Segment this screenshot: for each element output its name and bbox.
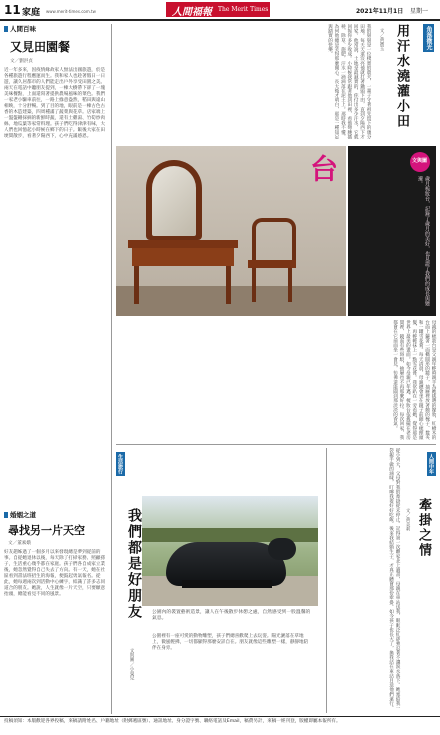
sculpture-head [268, 538, 296, 560]
article-body-qianqua: 從小到大，父母對我的牽掛從未停止。記得第一次離家北上讀書，母親在車站送我，眼眶泛紅卻強忍著不讓淚水落下。她塞給我一袋親手做的滷味，叮嚀我要好好吃飯。後來我結婚生子，才真正體會那份牽掛。如今孩子也長大了，換我站在車站目送他們遠行。 [388, 448, 400, 711]
article-title-friends: 我們都是好朋友 [126, 508, 142, 620]
left-column [4, 24, 108, 714]
submission-notice: 投稿須知：本版歡迎各界投稿，來稿請附姓名、戶籍地址（附郵遞區號）、通訊地址、身分證字號、聯絡電話及Email，稿費另計，來稿一經刊登，版權即屬本報所有。 [4, 719, 341, 724]
center-bottom-article [116, 448, 322, 713]
masthead-cn: 人間福報 [172, 7, 212, 18]
article-body-tiankong: 好友趙姊過了一個多月以來發現總是夢到從前的事。自從她退休以後，每天除了打掃家務、照顧孫子，生活重心幾乎都在家庭。孩子們各自成家立業後，她忽然覺得自己失去了方向。有一天，她在社區看到書法班招生的海報，便鼓起勇氣報名。從此，她每週兩次到活動中心練字，結識了許多志同道合的朋友。她說，人生就像一片天空，只要願意抬頭，總能看見不同的風景。 [4, 550, 106, 597]
right-bottom-article [330, 448, 436, 713]
column-divider-right [326, 448, 327, 713]
page-header [0, 0, 440, 20]
section-tag-hunyin: 婚姻之道 [4, 510, 36, 519]
footer-rule [0, 716, 440, 717]
mirror-glass [152, 166, 196, 236]
column-tag-weiguang: 角落微光 [425, 26, 432, 50]
chair-leg-left [252, 268, 256, 302]
article-body-xiaotian: 我的舅舅是一位樸實的農夫，一輩子守著祖先留下的幾分田地。每天天還沒亮他就扛著鋤頭下田，直到夕陽西下才回家。他常說，土地是最誠實的，你付出多少汗水，它就回報你多少收成。小時候我常跟著他到田裡，看他彎腰插秧、除草、施肥，汗水一滴滴落在泥土上。那時我不懂，為何他總是笑得那麼開心。長大後才明白，那是一種知足與踏實的快樂。 [327, 24, 371, 139]
sculpture-legs [182, 580, 272, 588]
issue-weekday: 星期一 [410, 8, 429, 15]
table-top [128, 240, 238, 248]
masthead [166, 2, 270, 17]
masthead-en: The Merit Times [218, 6, 269, 13]
article-title-qianqua: 牽掛之情 [416, 498, 431, 558]
photo-caption: 公園內的裝置藝術造景，讓人在午後散步休憩之處，自然感受到一股溫馨的氣息。 [152, 610, 311, 621]
chair-seat [248, 260, 296, 268]
article-author-xiaotian: 文／黃寶玉 [379, 28, 384, 51]
article-author-friends: 文與圖／小曼兒 [129, 648, 134, 681]
feature-divider [116, 444, 436, 445]
section-tag-zhongnian: 人間中年 [428, 454, 434, 474]
feature-body: 母親的梳妝台是父親年輕時親手為她挑選的嫁妝，紅檜木的台面上鑲著一面橢圓形的鏡子，抽屜裡放著她的梳子、髮夾和一罐雪花膏。每天清晨，母親總會坐在鏡子前細心梳理頭髮，再輕輕抹上一點雪花膏。我常趴在一旁看她，覺得那是世界上最美的畫面。如今母親已年邁，梳妝台依舊擺在老房間裡，鏡面有些斑駁，抽屜也不再那麼好拉。每次回家，我都會在它前面坐一會兒，彷彿還能聞到那淡淡的香氣。 [392, 320, 436, 440]
section-tag-baiwei: 人間百味 [4, 24, 36, 33]
header-rule [0, 19, 440, 21]
article-body-friends: 公園裡有一座可愛的動物雕塑，孩子們總喜歡爬上去玩耍。陽光灑落在草地上，微風輕拂，一切都顯得那麼安詳自在。朋友就像這些雕塑一樣，靜靜地陪伴在身旁。 [152, 634, 309, 651]
article-author-tiankong: 文／董素娥 [8, 541, 31, 546]
issue-date: 2021年11月1日 [356, 8, 404, 15]
article-title-xiaotian: 用汗水澆灌小田 [394, 24, 409, 129]
column-divider-left [111, 24, 112, 714]
article-author-qianqua: 文／黃美莉 [405, 508, 410, 531]
article-title-tianyuan: 又見田園餐 [10, 40, 71, 54]
article-author-tianyuan: 文／劉洪貞 [10, 59, 33, 64]
park-photo [142, 496, 318, 606]
website: www.merit-times.com.tw [46, 9, 96, 14]
corner-light-tag [416, 24, 434, 54]
article-title-tiankong: 尋找另一片天空 [8, 524, 85, 537]
feature-intro: 歲月梳妝台，記錄了歲月的美好，也見證了我們的成長與變遷。 [417, 176, 430, 306]
feature-author-badge [410, 152, 430, 172]
feature-title: 台 [306, 154, 339, 188]
page-number: 11 [4, 3, 21, 17]
table-leg-left [134, 266, 139, 304]
feature-author-label: 文與圖 [412, 158, 428, 164]
chair-back [252, 218, 296, 266]
feature-photo [116, 146, 346, 316]
article-body-tianyuan: 近一年多來，因疫情緣故家人無法出國旅遊，於是各種旅遊行程應運而生。我和家人也趁著假日一日遊，讓久居都市的人們能走出戶外享受田園之美。兩天在電話中聽朋友提到，一棟大樹帶下卻了一塊美味餐點，上面還寫著提供農場風味的菜色。我們一家老小驅車前往，一路上綠意盎然，稻田與遠山相映，十分舒暢。到了目的地，眼前是一棟古色古香的木造建築，四周種滿了蔬菜與花草。店家端上一盤盤剛採摘的新鮮時蔬，還有土雞湯、竹筍炒肉絲、地瓜葉等家常料理。孩子們吃得津津有味，大人們也回憶起小時候在鄉下的日子。飯後大家在田埂間散步，看著夕陽西下，心中充滿感恩。 [4, 68, 106, 139]
center-top-article [116, 24, 436, 144]
feature-sidebar [348, 146, 436, 316]
table-leg-right [226, 266, 231, 304]
section-tag-travel: 生活旅行 [117, 454, 123, 474]
section-name: 家庭 [22, 8, 41, 18]
chair-leg-right [288, 268, 292, 302]
table-drawers [132, 248, 234, 266]
